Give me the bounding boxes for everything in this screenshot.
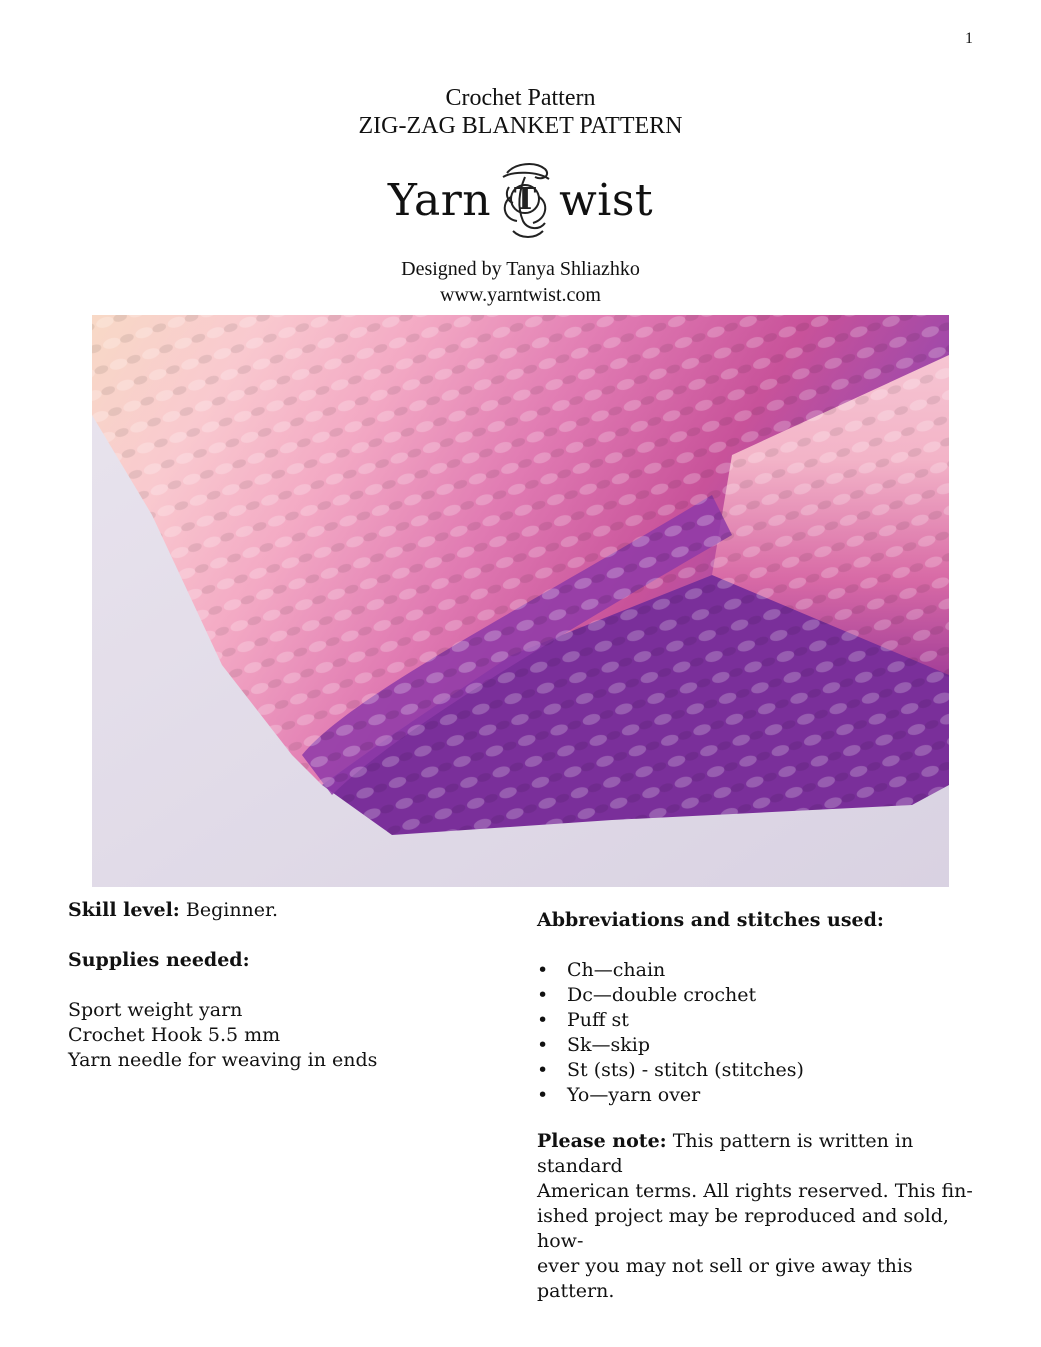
skill-level: [68, 898, 488, 923]
list-item: • Puff st: [537, 1008, 977, 1033]
note-line: ever you may not sell or give away this pattern.: [537, 1255, 913, 1302]
crochet-blanket-photo: [92, 315, 949, 887]
note-line: ished project may be reproduced and sold, how-: [537, 1205, 949, 1252]
list-item: • Ch—chain: [537, 958, 977, 983]
abbreviations-list: [537, 958, 977, 1108]
list-item: • Dc—double crochet: [537, 983, 977, 1008]
ornate-t-monogram-icon: [493, 157, 557, 243]
page-title: ZIG-ZAG BLANKET PATTERN: [358, 113, 683, 139]
brand-logo: [0, 155, 1041, 245]
credits: [0, 256, 1041, 308]
website-link[interactable]: www.yarntwist.com: [440, 284, 601, 306]
supplies-list: [68, 998, 488, 1073]
logo-right-word: wist: [559, 174, 654, 226]
left-column: [68, 898, 488, 1073]
note-line: This pattern is written in standard: [537, 1130, 914, 1177]
skill-level-value: Beginner.: [179, 899, 279, 921]
supply-item: Yarn needle for weaving in ends: [68, 1049, 378, 1071]
page-subtitle: Crochet Pattern: [445, 85, 596, 111]
right-column: [537, 908, 977, 1304]
page-number: 1: [965, 30, 973, 47]
note-line: American terms. All rights reserved. This fin-: [537, 1180, 973, 1202]
list-item: • Yo—yarn over: [537, 1083, 977, 1108]
supply-item: Crochet Hook 5.5 mm: [68, 1024, 281, 1046]
abbreviations-heading: Abbreviations and stitches used:: [537, 909, 884, 931]
header: [0, 84, 1041, 140]
logo-left-word: Yarn: [387, 174, 492, 226]
svg-text:T: T: [513, 182, 537, 217]
note-label: Please note:: [537, 1130, 667, 1152]
designer-credit: Designed by Tanya Shliazhko: [401, 258, 640, 280]
please-note: [537, 1129, 977, 1304]
list-item: • St (sts) - stitch (stitches): [537, 1058, 977, 1083]
skill-level-label: Skill level:: [68, 899, 180, 921]
supplies-heading: Supplies needed:: [68, 949, 250, 971]
supply-item: Sport weight yarn: [68, 999, 243, 1021]
list-item: • Sk—skip: [537, 1033, 977, 1058]
